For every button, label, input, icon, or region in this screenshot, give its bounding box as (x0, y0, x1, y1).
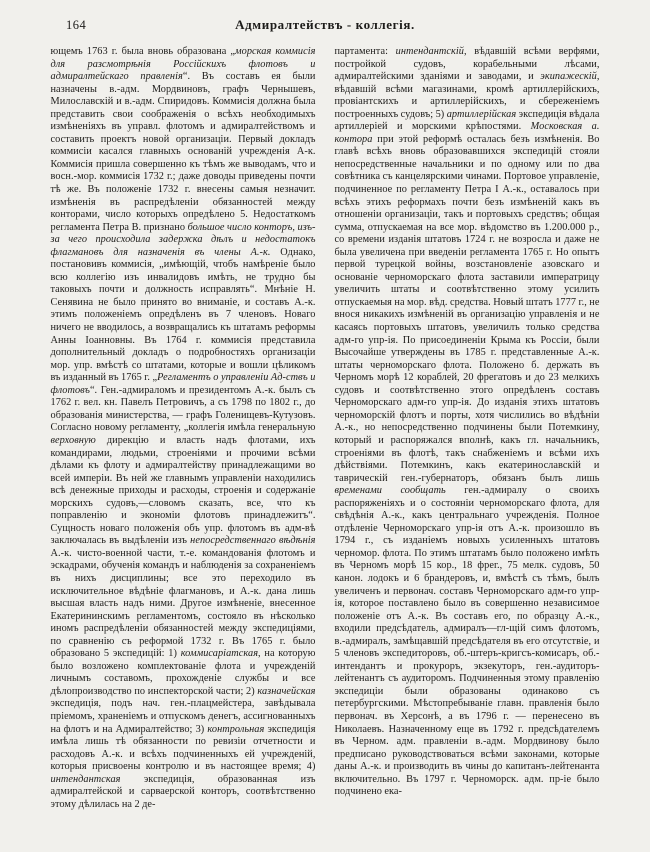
page-number: 164 (66, 18, 87, 32)
text-column-right: партамента: интендантскій, вѣдавшій всѣми верфями, постройкой судовъ, корабельными лѣсами, адмиралтейскими зданіями и заводами, и экипажескій, вѣдавшій всѣми магазинами, кромѣ артиллерійскихъ, провіантскихъ и артиллерійскихъ, и сбереженіемъ построенныхъ судовъ; 5) артиллерійская экспедиція вѣдала артиллеріей и морскими крѣпостями. Московская а. контора при этой реформѣ осталась безъ измѣненія. Во главѣ всѣхъ вновь образовавшихся экспедицій стояли непосредственные начальники и по одному или по два совѣтника съ канцелярскими чинами. Портовое управленіе, подчиненное по регламенту Петра I А.-к., оставалось при всѣхъ этихъ реформахъ почти безъ измѣненій какъ въ отношеніи организаціи, такъ и портовыхъ средствъ; общая сумма, отпускаемая на все мор. вѣдомство въ 1.200.000 р., со времени изданія штатовъ 1724 г. не возросла и даже не была увеличена при введеніи регламента 1765 г. Но опытъ первой турецкой войны, возстановленіе азовскаго и основаніе черноморскаго флота заставили императрицу увеличить штаты и соотвѣтственно этому усилить отпускаемыя на мор. вѣд. средства. Новый штатъ 1777 г., не внося никакихъ измѣненій въ организацію управленія и не касаясь портовыхъ штатовъ, увеличилъ только средства адм-го упр-ія. По присоединеніи Крыма къ Россіи, были Высочайше утверждены въ 1785 г. представленные А.-к. штаты черноморскаго флота. Положено б. держать въ Черномъ морѣ 12 кораблей, 20 фрегатовъ и до 23 мелкихъ судовъ и соотвѣтственно этого опредѣленъ составъ Черноморскаго адм-го упр-ія. До изданія этихъ штатовъ черноморскій флотъ и порты, хотя числились во вѣдѣніи А.-к., но непосредственно подчинены были Потемкину, который и распоряжался вполнѣ, какъ гл. начальникъ, строеніями въ флотѣ, такъ снабженіемъ и всѣми ихъ дѣйствіями. Потемкинъ, какъ екатеринославскій и таврическій ген.-губернаторъ, обязанъ былъ лишь временами сообщать ген.-адмиралу о своихъ распоряженіяхъ и о состояніи черноморскаго флота, для свѣдѣнія А.-к., какъ центральнаго учрежденія. Полное отдѣленіе Черноморскаго упр-ія отъ А.-к. произошло въ 1794 г., съ изданіемъ новыхъ усиленныхъ штатовъ черномор. флота. По этимъ штатамъ было положено имѣть въ Черномъ морѣ 15 кор., 18 фрег., 75 мелк. судовъ, 50 канон. лодокъ и 6 брандеровъ, и, вмѣстѣ съ тѣмъ, былъ увеличенъ и первонач. составъ Черноморскаго адм-го упр-ія, которое поставлено было въ совершенно независимое положеніе отъ А.-к. Въ составъ его, по образцу А.-к., входили предсѣдатель, адмиралъ—гл-щій симъ флотомъ, в.-адмиралъ, замѣщавшій предсѣдателя въ его отсутствіе, и 5 членовъ экспедиторовъ, об.-штеръ-кригсъ-комисаръ, об.-интендантъ и прокуроръ, экзекуторъ, ген.-аудиторъ-лейтенантъ съ аудиторомъ. Подчиненныя этому правленію экспедиціи были образованы одинаково съ петербургскими. Мѣстопребываніе главн. правленія было первонач. въ Херсонѣ, а въ 1796 г. — перенесено въ Николаевъ. Назначенному еще въ 1792 г. предсѣдателемъ въ Черном. адм. правленіи в.-адм. Мордвинову было предписано руководствоваться всѣми законами, которые даны А.-к. и производить въ чины до капитанъ-лейтенанта включительно. Въ 1797 г. Черноморск. адм. пр-іе было подчинено ека- (334, 46, 600, 798)
page-title: Адмиралтействъ - коллегія. (235, 17, 415, 32)
page-header (58, 16, 592, 38)
text-column-left: ющемъ 1763 г. была вновь образована „морская коммисія для разсмотрѣнія Россійскихъ флотовъ и адмиралтейскаго правленія“. Въ составъ ея были назначены в.-адм. Мордвиновъ, графъ Чернышевъ, Милославскій и в.-адм. Спиридовъ. Коммисія должна была представить свои соображенія о всѣхъ необходимыхъ измѣненіяхъ въ управл. флотомъ и адмиралтействомъ и составить проектъ новой организаціи. Первый докладъ коммисіи касался главныхъ основаній учрежденія А-к. Коммисія пришла совершенно къ тѣмъ же выводамъ, что и восн.-мор. коммисія 1732 г.; даже доводы приведены почти тѣ же. Въ положеніе 1732 г. внесены самыя незначит. измѣненія въ распредѣленіи обязанностей между конторами, число которыхъ опредѣлено 5. Недостаткомъ регламента Петра В. признано большое число конторъ, изъ-за чего происходила задержка дѣлъ и недостатокъ флагмановъ для назначенія въ члены А.-к. Однако, постановивъ коммисія, „имѣющій, чтобъ намѣреніе было всю коллегію изъ инвалидовъ имѣть, не трудно бы таковыхъ почти и должность исправлять“. Мнѣніе Н. Сенявина не было принято во вниманіе, и составъ А.-к. этимъ положеніемъ опредѣленъ въ 7 членовъ. Новаго ничего не вводилось, а возвращались къ штатамъ реформы Анны Іоанновны. Въ 1764 г. коммисія представила дополнительный докладъ о подробностяхъ организаціи мор. упр. вмѣстѣ со штатами, которые и вошли цѣликомъ въ изданный въ 1765 г. „Регламентъ о управленіи Ад-ствъ и флотовъ“. Ген.-адмираломъ и президентомъ А.-к. былъ съ 1762 г. вел. кн. Павелъ Петровичъ, а съ 1798 по 1802 г., до образованія министерства, — графъ Голенищевъ-Кутузовъ. Согласно новому регламенту, „коллегія имѣла генеральную верховную дирекцію и власть надъ флотами, ихъ командирами, людьми, строеніями и прочими всѣми дѣлами къ флоту и адмиралтейству принадлежащими во всей имперіи. Въ ней же главнымъ управленіи находились всѣ денежные приходы и расходы, строенія и содержаніе морскихъ судовъ,—словомъ сказать, все, что къ поправленію и экономіи флотовъ принадлежитъ“. Сущность новаго положенія объ упр. флотомъ въ адм-вѣ заключалась въ выдѣленіи изъ непосредственнаго вѣдѣнія А.-к. чисто-военной части, т.-е. командованія флотомъ и эскадрами, обученія командъ и наблюденія за сохраненіемъ въ нихъ дисциплины; все это переходило въ исключительное вѣдѣніе флагмановъ, и А.-к. дана лишь высшая власть надъ ними. Другое измѣненіе, внесенное Екатерининскимъ регламентомъ, состояло въ нѣсколько иномъ распредѣленіи обязанностей между экспедиціями, по сравненію съ реформой 1732 г. Въ 1765 г. было образовано 5 экспедицій: 1) коммисаріатская, на которую было возложено комплектованіе флота и учрежденій личнымъ составомъ, прохожденіе службы и все дѣлопроизводство по инспекторской части; 2) казначейская экспедиція, подъ нач. ген.-плацмейстера, завѣдывала пріемомъ, храненіемъ и отпускомъ денегъ, ассигнованныхъ на флотъ и на Адмиралтейство; 3) контрольная экспедиція имѣла лишь тѣ обязанности по ревизіи отчетности и расходовъ А.-к. и всѣхъ подчиненныхъ ей учрежденій, которыя присвоены контролю и въ настоящее время; 4) интендантская экспедиція, образованная изъ адмиралтейской и сарваерской конторъ, соотвѣтственно этому дѣлилась на 2 де- (50, 46, 316, 810)
text-columns (28, 46, 622, 811)
